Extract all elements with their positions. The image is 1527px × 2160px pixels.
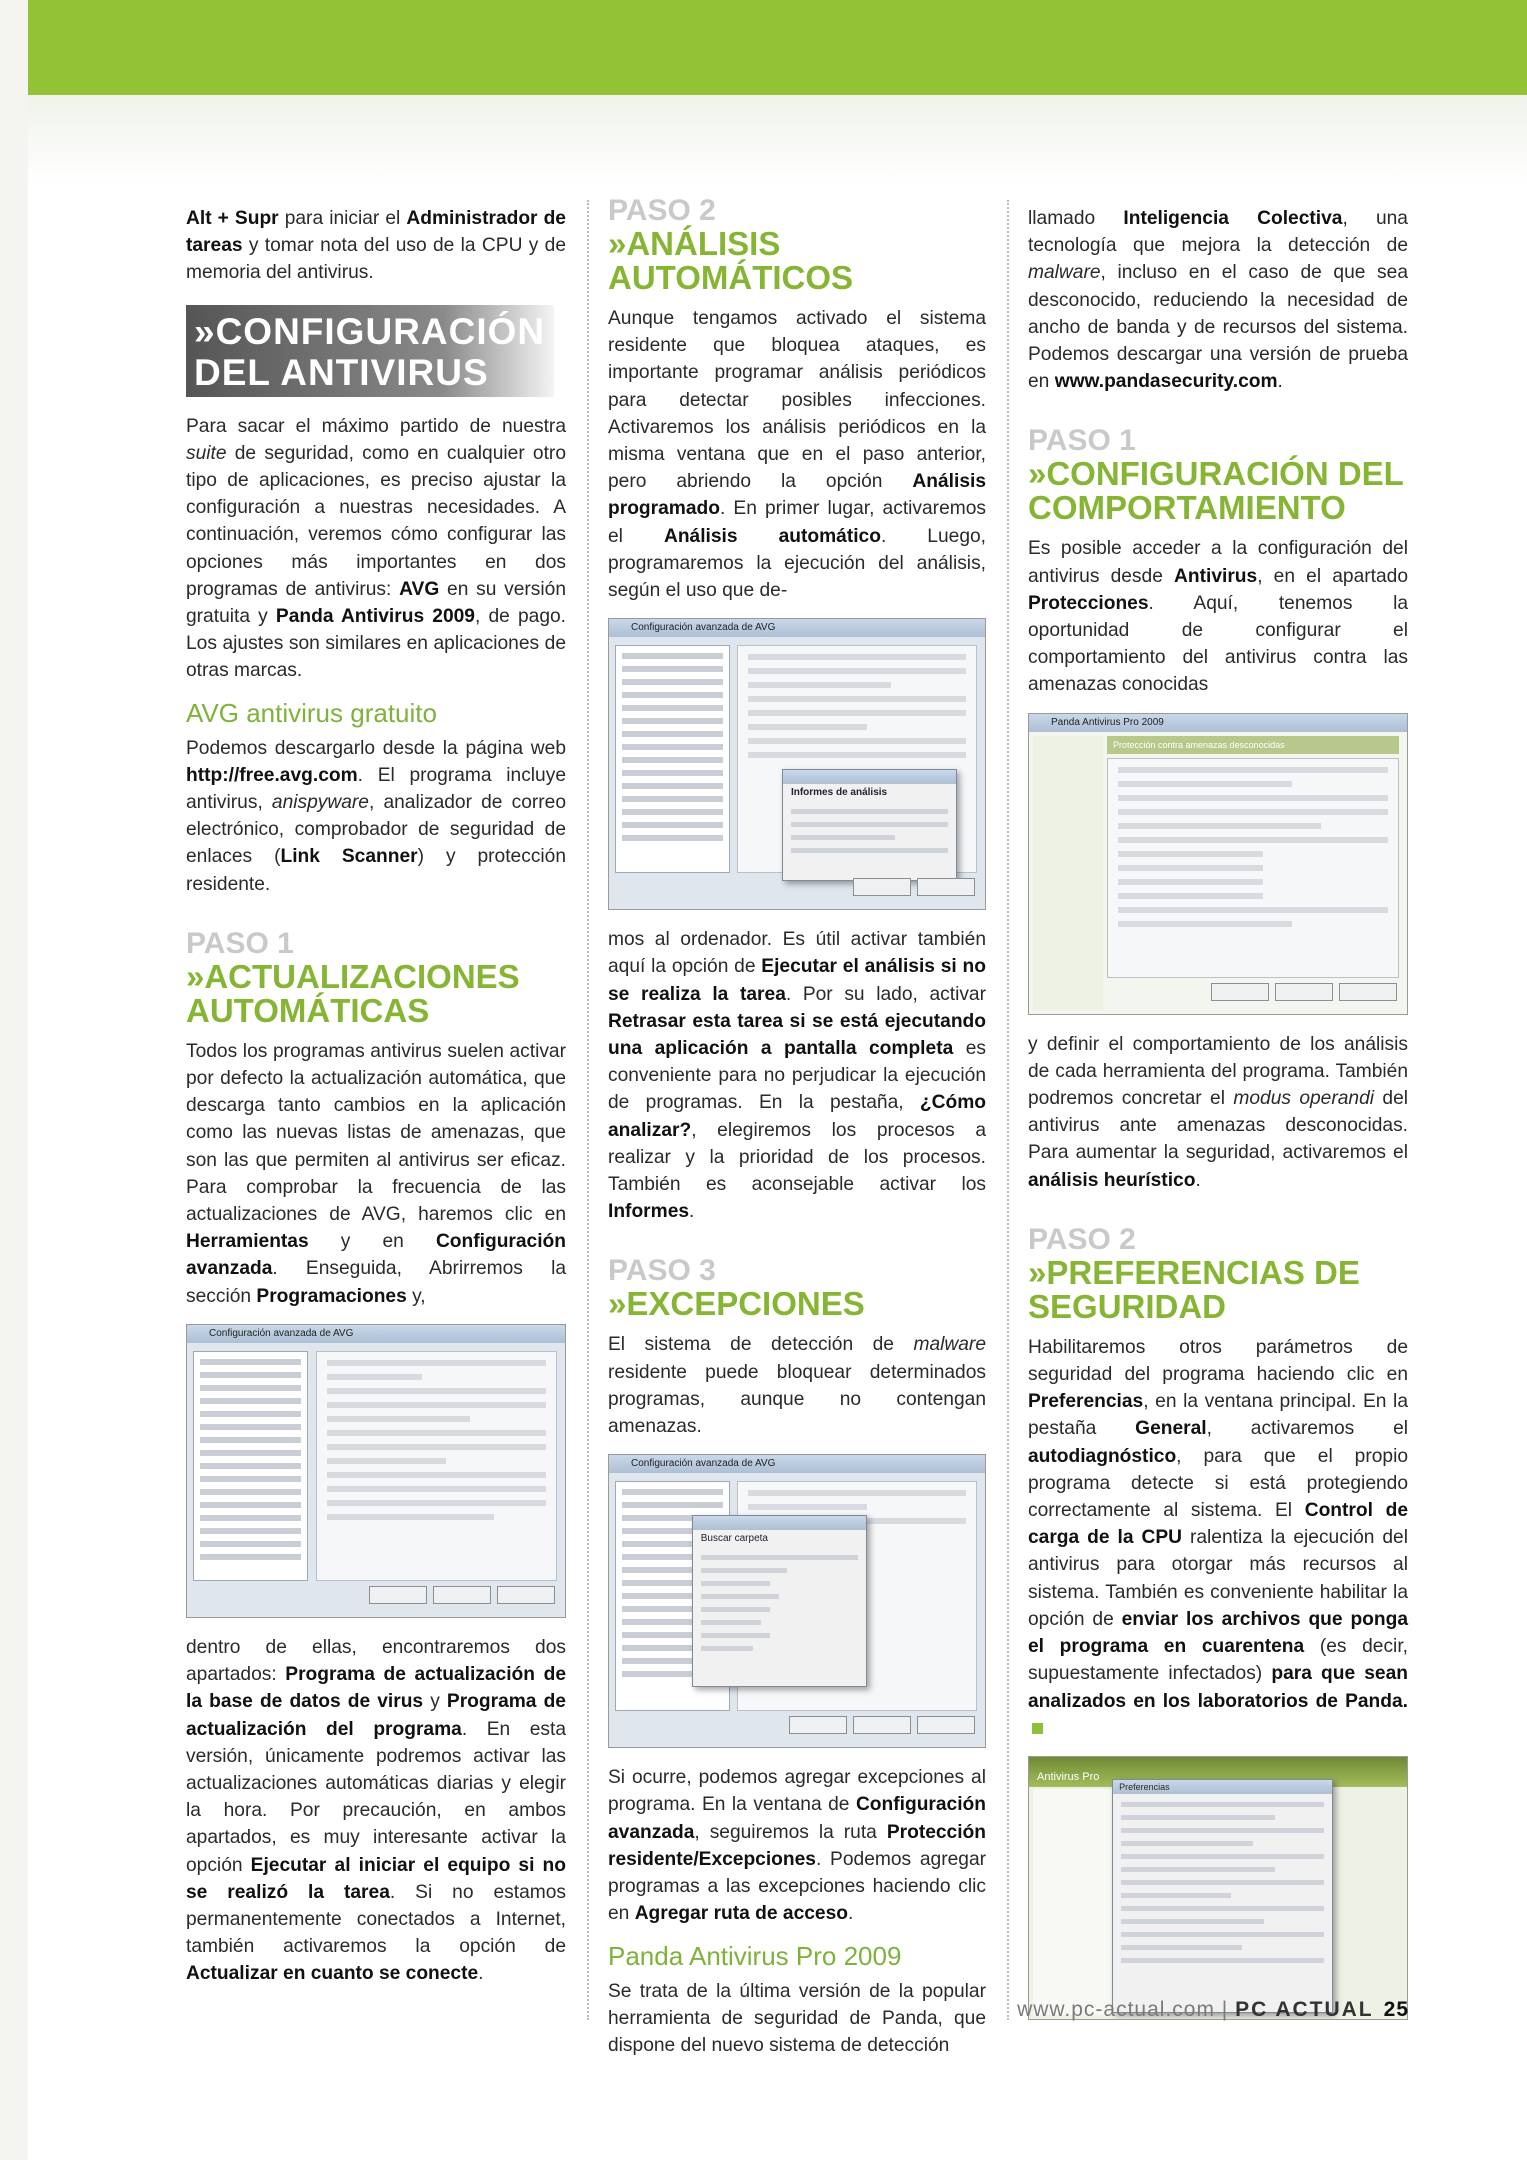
column-divider [587,200,589,2020]
screenshot-avg-analisis: Configuración avanzada de AVG Informes de análisis [608,618,986,910]
step-title: »EXCEPCIONES [608,1285,865,1323]
article-end-mark [1032,1723,1043,1734]
screenshot-panda-protecciones: Panda Antivirus Pro 2009 Protección contra amenazas desconocidas [1028,713,1408,1015]
paragraph-preferencias: Habilitaremos otros parámetros de seguridad del programa haciendo clic en Preferencias, en la ventana principal. En la pestaña General, activaremos el autodiagnóstico, para que el propio programa detecte si está protegiendo correctamente al sistema. El Control de carga de la CPU ralentiza la ejecución del antivirus para otorgar más recursos al sistema. También es conveniente habilitar la opción de enviar los archivos que ponga el programa en cuarentena (es decir, supuestamente infectados) para que sean analizados en los laboratorios de Panda. [1028,1334,1408,1742]
paragraph-definir: y definir el comportamiento de los análisis de cada herramienta del programa. También podremos concretar el modus operandi del antivirus ante amenazas desconocidas. Para aumentar la seguridad, activaremos el análisis heurístico. [1028,1033,1409,1191]
screenshot-avg-programaciones: Configuración avanzada de AVG [186,1324,566,1618]
step-number: PASO 2 [1028,1222,1136,1256]
paragraph-excepciones: El sistema de detección de malware residente puede bloquear determinados programas, aunque no contengan amenazas. [608,1334,986,1438]
column-3 [1028,205,1408,2036]
step-heading [608,1255,986,1321]
section-banner: »CONFIGURACIÓN DEL ANTIVIRUS [186,305,554,397]
paragraph-panda: Se trata de la última versión de la popular herramienta de seguridad de Panda, que dispone del nuevo sistema de detección [608,1980,986,2056]
paragraph-ordenador: mos al ordenador. Es útil activar también aquí la opción de Ejecutar el análisis si no se realiza la tarea. Por su lado, activar Retrasar esta tarea si se está ejecutando una aplicación a pantalla completa es conveniente para no perjudicar la ejecución de programas. En la pestaña, ¿Cómo analizar?, elegiremos los procesos a realizar y la prioridad de los procesos. También es aconsejable activar los Informes. [608,929,986,1223]
header-shade [28,95,1527,185]
screenshot-panda-preferencias: Antivirus Pro Preferencias [1028,1756,1408,2020]
paragraph-avg: Podemos descargarlo desde la página web http://free.avg.com. El programa incluye antivirus, anispyware, analizador de correo electrónico, comprobador de seguridad de enlaces (Link Scanner) y protección residente. [186,737,567,895]
column-divider [1007,200,1009,2020]
column-2 [608,195,986,2063]
step-title: »ANÁLISIS AUTOMÁTICOS [608,225,854,296]
column-1 [186,205,566,1992]
paragraph-llamado: llamado Inteligencia Colectiva, una tecnología que mejora la detección de malware, incluso en el caso de que sea desconocido, reduciendo la necesidad de ancho de banda y de recursos del sistema. Podemos descargar una versión de prueba en www.pandasecurity.com. [1028,208,1408,393]
screenshot-avg-excepciones: Configuración avanzada de AVG Buscar carpeta [608,1454,986,1748]
footer-url: www.pc-actual.com [1017,1998,1215,2021]
step-heading [186,928,566,1028]
step-title: »CONFIGURACIÓN DEL COMPORTAMIENTO [1028,455,1404,527]
step-title: »ACTUALIZACIONES AUTOMÁTICAS [186,957,520,1029]
paragraph-analisis: Aunque tengamos activado el sistema residente que bloquea ataques, es importante programar análisis periódicos para detectar posibles infecciones. Activaremos los análisis periódicos en la misma ventana que en el paso anterior, pero abriendo la opción Análisis programado. En primer lugar, activaremos el Análisis automático. Luego, programaremos la ejecución del análisis, según el uso que de- [608,308,986,602]
step-number: PASO 1 [1028,424,1136,458]
step-number: PASO 2 [608,194,716,227]
step-heading [1028,1224,1408,1324]
paragraph-dentro: dentro de ellas, encontraremos dos apartados: Programa de actualización de la base de datos de virus y Programa de actualización del programa. En esta versión, únicamente podremos activar las actualizaciones automáticas diarias y elegir la hora. Por precaución, en ambos apartados, es muy interesante activar la opción Ejecutar al iniciar el equipo si no se realizó la tarea. Si no estamos permanentemente conectados a Internet, también activaremos la opción de Actualizar en cuanto se conecte. [186,1636,566,1985]
subheading-avg: AVG antivirus gratuito [186,697,437,728]
step-heading [608,195,986,295]
step-heading [1028,425,1408,525]
paragraph-comportamiento: Es posible acceder a la configuración del antivirus desde Antivirus, en el apartado Protecciones. Aquí, tenemos la oportunidad de configurar el comportamiento del antivirus contra las amenazas conocidas [1028,538,1408,696]
page-footer: www.pc-actual.com | PC ACTUAL 25 [1017,1998,1409,2021]
paragraph-si-ocurre: Si ocurre, podemos agregar excepciones al programa. En la ventana de Configuración avanzada, seguiremos la ruta Protección residente/Excepciones. Podemos agregar programas a las excepciones haciendo clic en Agregar ruta de acceso. [608,1767,986,1925]
footer-brand: PC ACTUAL [1235,1998,1374,2021]
page-left-edge [0,0,28,2160]
step-number: PASO 1 [186,926,294,960]
step-title: »PREFERENCIAS DE SEGURIDAD [1028,1253,1360,1325]
paragraph-actualizaciones: Todos los programas antivirus suelen activar por defecto la actualización automática, que descarga tanto cambios en la aplicación como las nuevas listas de amenazas, que son las que permiten al antivirus ser eficaz. Para comprobar la frecuencia de las actualizaciones de AVG, haremos clic en Herramientas y en Configuración avanzada. Enseguida, Abrirremos la sección Programaciones y, [186,1040,566,1307]
subheading-panda: Panda Antivirus Pro 2009 [608,1940,902,1971]
step-number: PASO 3 [608,1254,716,1288]
paragraph-intro: Alt + Supr para iniciar el Administrador de tareas y tomar nota del uso de la CPU y de memoria del antivirus. [186,208,566,284]
page-number: 25 [1383,1998,1409,2021]
paragraph-config: Para sacar el máximo partido de nuestra suite de seguridad, como en cualquier otro tipo de aplicaciones, es preciso ajustar la configuración a nuestras necesidades. A continuación, veremos cómo configurar las opciones más importantes en dos programas de antivirus: AVG en su versión gratuita y Panda Antivirus 2009, de pago. Los ajustes son similares en aplicaciones de otras marcas. [186,415,566,682]
green-header-band [28,0,1527,95]
